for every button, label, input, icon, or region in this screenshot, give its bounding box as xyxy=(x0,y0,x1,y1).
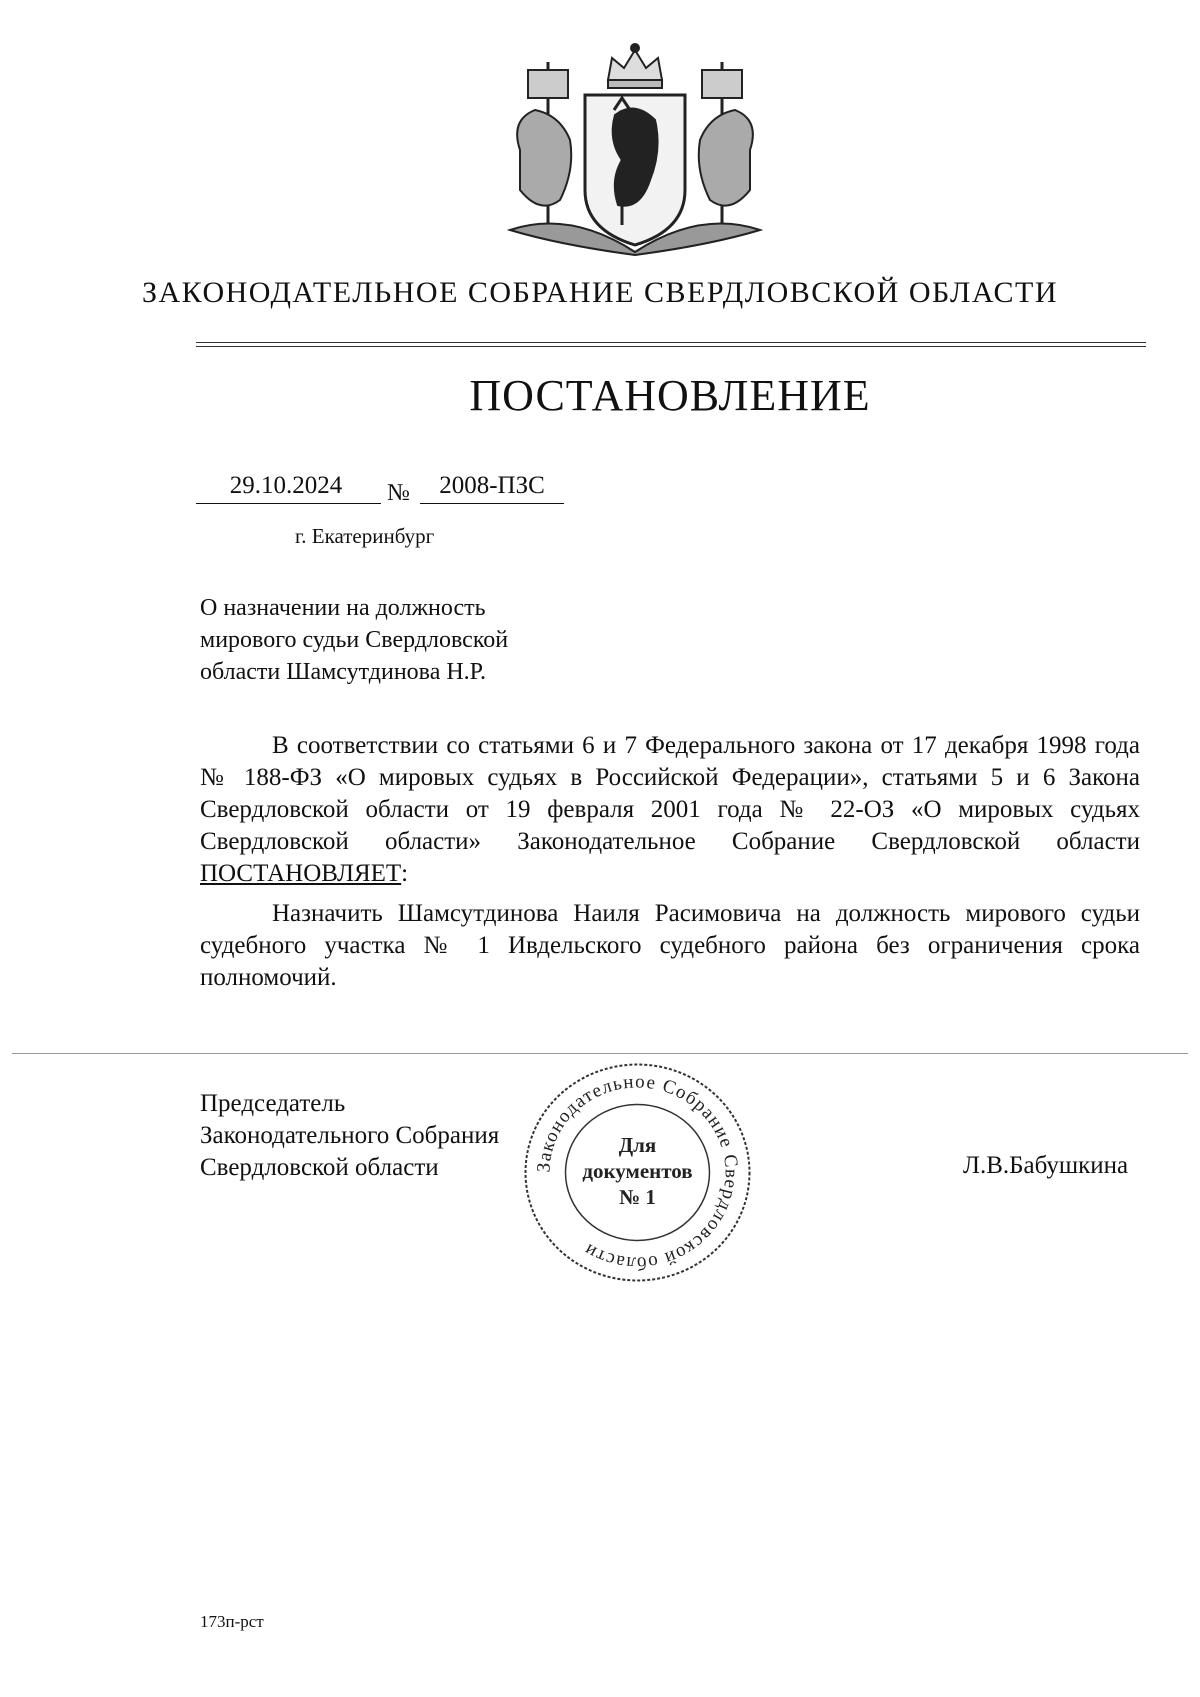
date-underline xyxy=(196,503,381,504)
position-line: Свердловской области xyxy=(200,1154,439,1181)
stamp-ring-text: Законодательное Собрание Свердловской области xyxy=(533,1071,742,1274)
document-subject xyxy=(200,592,700,688)
header-divider-thin xyxy=(196,346,1146,347)
stamp-center-line: Для xyxy=(618,1133,657,1157)
basis-end: : xyxy=(401,860,409,887)
stamp-center-line: документов xyxy=(582,1159,693,1183)
stamp-center-line: № 1 xyxy=(619,1185,656,1209)
resolves-keyword: ПОСТАНОВЛЯЕТ xyxy=(200,860,402,887)
signatory-position xyxy=(200,1088,499,1184)
body-paragraph-basis xyxy=(200,730,1140,890)
number-sign: № xyxy=(387,480,410,506)
subject-line: О назначении на должность xyxy=(200,595,486,621)
number-underline xyxy=(420,503,564,504)
position-line: Законодательного Собрания xyxy=(200,1122,500,1149)
basis-text: В соответствии со статьями 6 и 7 Федерального закона от 17 декабря 1998 года № 188-ФЗ «О мировых судьях в Российской Федерации», статьями 5 и 6 Закона Свердловской области от 19 февраля 2001 года № 22-ОЗ «О мировых судьях Свердловской области» Законодательное Собрание Свердловской области xyxy=(200,732,1140,855)
coat-of-arms-icon xyxy=(490,40,780,258)
signature-divider xyxy=(12,1053,1188,1054)
official-stamp xyxy=(520,1060,755,1285)
organization-name: ЗАКОНОДАТЕЛЬНОЕ СОБРАНИЕ СВЕРДЛОВСКОЙ ОБЛАСТИ xyxy=(141,276,1059,309)
document-date: 29.10.2024 xyxy=(229,472,343,499)
document-type-title: ПОСТАНОВЛЕНИЕ xyxy=(469,371,871,420)
subject-line: области Шамсутдинова Н.Р. xyxy=(200,659,487,685)
footer-code: 173п-рст xyxy=(200,1612,264,1631)
subject-line: мирового судьи Свердловской xyxy=(200,627,509,653)
position-line: Председатель xyxy=(200,1090,346,1117)
signatory-name: Л.В.Бабушкина xyxy=(963,1152,1129,1179)
city: г. Екатеринбург xyxy=(295,524,435,548)
header-divider xyxy=(196,342,1146,343)
document-number: 2008-ПЗС xyxy=(439,472,545,499)
body-paragraph-decision: Назначить Шамсутдинова Наиля Расимовича на должность мирового судьи судебного участка № 1 Ивдельского судебного района без ограничения срока полномочий. xyxy=(200,900,1140,991)
